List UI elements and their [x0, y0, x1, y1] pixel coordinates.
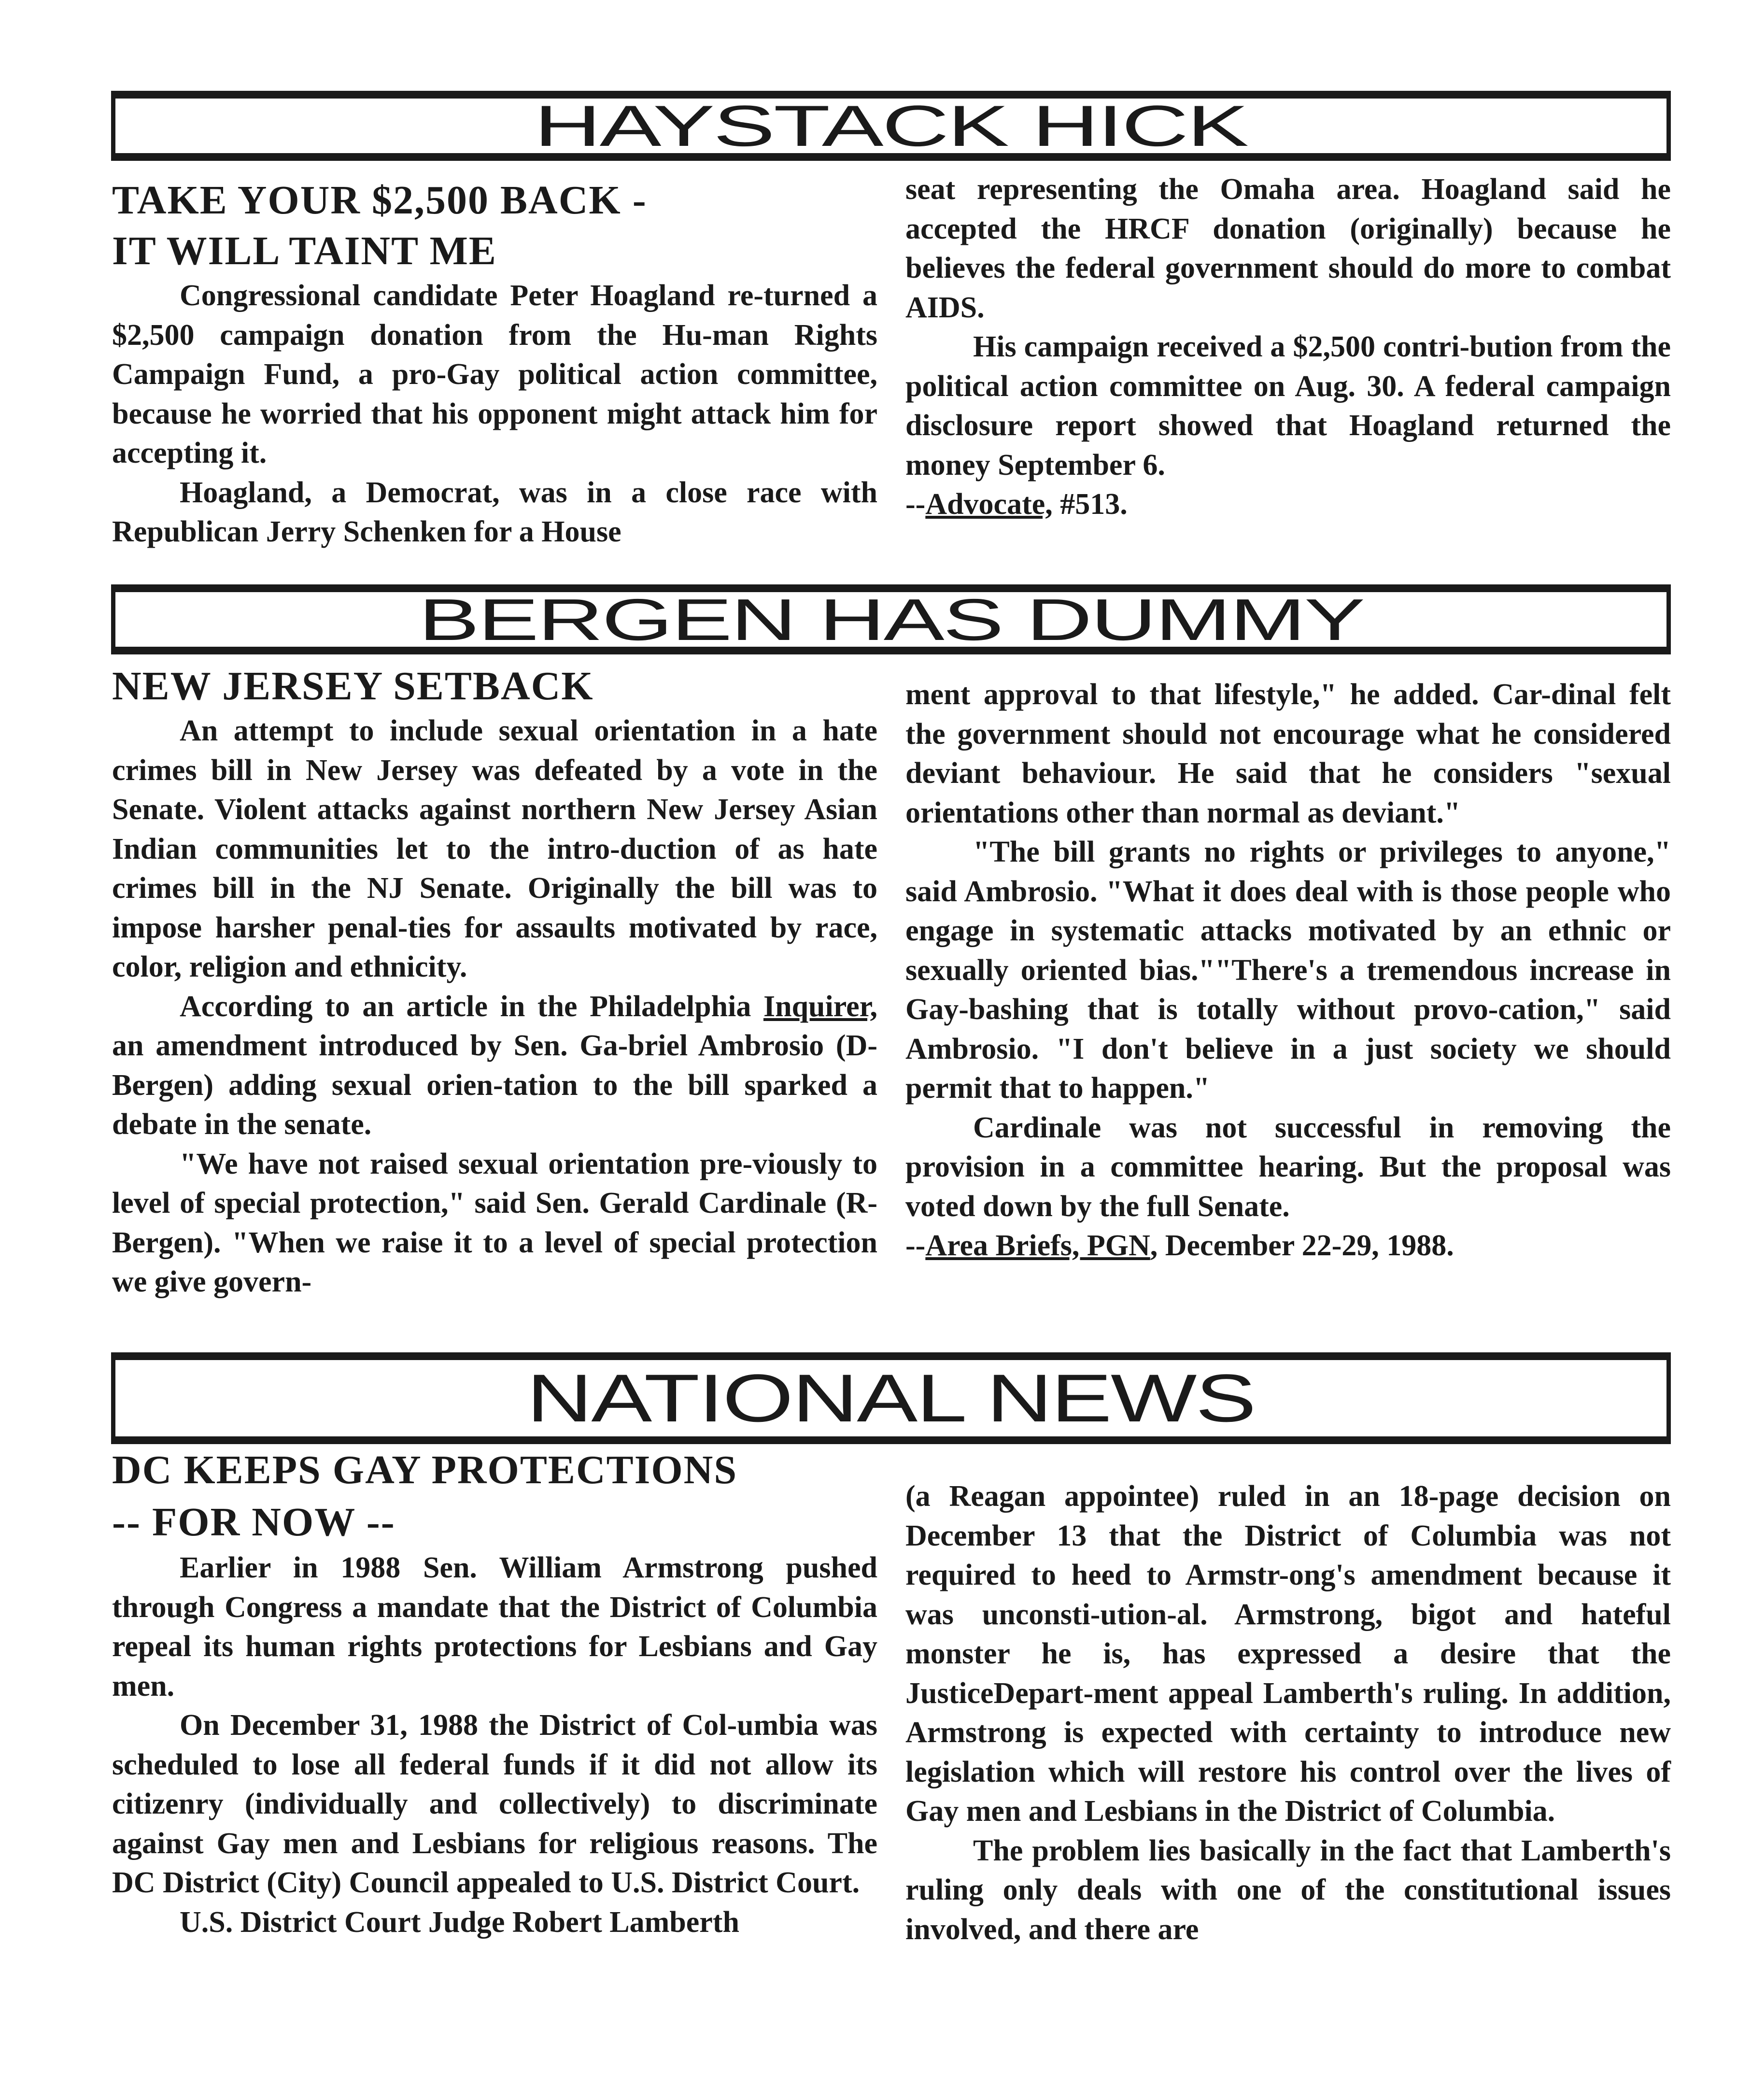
article-new-jersey-left-column — [112, 661, 877, 1302]
section-banner-national-news — [111, 1352, 1671, 1444]
source-suffix: , December 22-29, 1988. — [1150, 1229, 1454, 1262]
banner-title: HAYSTACK HICK — [534, 93, 1248, 158]
article-paragraph-continued: seat representing the Omaha area. Hoagland said he accepted the HRCF donation (originally) because he believes the federal government should do more to combat AIDS. — [905, 173, 1671, 324]
article-source-citation — [905, 485, 1671, 525]
section-banner-haystack-hick — [111, 91, 1671, 161]
article-paragraph: Congressional candidate Peter Hoagland re-turned a $2,500 campaign donation from the Hu-man Rights Campaign Fund, a pro-Gay political action committee, because he worried that his opponent might attack him for accepting it. — [112, 279, 877, 469]
article-paragraph: On December 31, 1988 the District of Col-umbia was scheduled to lose all federal funds if it did not allow its citizenry (individually and collectively) to discriminate against Gay men and Lesbians for religious reasons. The DC District (City) Council appealed to U.S. District Court. — [112, 1709, 877, 1899]
article-paragraph: "The bill grants no rights or privileges to anyone," said Ambrosio. "What it does deal with is those people who engage in systematic attacks motivated by an ethnic or sexually oriented bias.""There's a tremendous increase in Gay-bashing that is totally without provo-cation," said Ambrosio. "I don't believe in a just society we should permit that to happen." — [905, 836, 1671, 1105]
publication-name-underlined: Inquirer, — [763, 990, 877, 1023]
article-paragraph: Earlier in 1988 Sen. William Armstrong pushed through Congress a mandate that the District of Columbia repeal its human rights protections for Lesbians and Gay men. — [112, 1551, 877, 1703]
paragraph-text: According to an article in the Philadelphia — [180, 990, 763, 1023]
article-paragraph-continued: (a Reagan appointee) ruled in an 18-page decision on December 13 that the District of Columbia was not required to heed to Armstr-ong's amendment because it was unconsti-ution-al. Armstrong, bigot and hateful monster he is, has expressed a desire that the JusticeDepart-ment appeal Lamberth's ruling. In addition, Armstrong is expected with certainty to introduce new legislation which will restore his control over the lives of Gay men and Lesbians in the District of Columbia. — [905, 1480, 1671, 1828]
article-source-citation — [905, 1226, 1671, 1266]
article-paragraph: "We have not raised sexual orientation pre-viously to level of special protection," said Sen. Gerald Cardinale (R-Bergen). "When we raise it to a level of special protection we give govern- — [112, 1147, 877, 1298]
article-paragraph: An attempt to include sexual orientation in a hate crimes bill in New Jersey was defeated by a vote in the Senate. Violent attacks against northern New Jersey Asian Indian communities let to the intro-duction of as hate crimes bill in the NJ Senate. Originally the bill was to impose harsher penal-ties for assaults motivated by race, color, religion and ethnicity. — [112, 714, 877, 983]
article-paragraph: The problem lies basically in the fact that Lamberth's ruling only deals with one of the constitutional issues involved, and there are — [905, 1834, 1671, 1946]
article-hoagland-left-column — [112, 175, 877, 552]
paragraph-text: an amendment introduced by Sen. Ga-briel Ambrosio (D-Bergen) adding sexual orien-tation to the bill sparked a debate in the senate. — [112, 1029, 877, 1141]
article-paragraph: Hoagland, a Democrat, was in a close race with Republican Jerry Schenken for a House — [112, 476, 877, 548]
source-prefix: -- — [905, 1229, 926, 1262]
article-paragraph-continued: ment approval to that lifestyle," he added. Car-dinal felt the government should not encourage what he considered deviant behaviour. He said that he considers "sexual orientations other than normal as deviant." — [905, 678, 1671, 829]
article-paragraph — [112, 987, 877, 1145]
article-hoagland-right-column — [905, 170, 1671, 525]
article-paragraph: Cardinale was not successful in removing the provision in a committee hearing. But the proposal was voted down by the full Senate. — [905, 1111, 1671, 1223]
section-banner-bergen-has-dummy — [111, 584, 1671, 654]
source-suffix: #513. — [1052, 488, 1128, 521]
source-publication: Area Briefs, PGN — [925, 1229, 1150, 1262]
article-new-jersey-right-column — [905, 675, 1671, 1266]
headline-line-1: TAKE YOUR $2,500 BACK - — [112, 178, 647, 223]
article-headline — [112, 175, 877, 276]
headline-line-2: -- FOR NOW -- — [112, 1500, 395, 1545]
article-headline — [112, 1444, 877, 1548]
article-paragraph: U.S. District Court Judge Robert Lamberth — [180, 1905, 739, 1939]
source-publication: Advocate, — [925, 488, 1053, 521]
article-dc-right-column — [905, 1477, 1671, 1949]
headline-line-2: IT WILL TAINT ME — [112, 228, 497, 273]
article-dc-left-column — [112, 1444, 877, 1942]
headline-line-1: DC KEEPS GAY PROTECTIONS — [112, 1447, 738, 1492]
banner-title: NATIONAL NEWS — [526, 1360, 1256, 1436]
article-paragraph: His campaign received a $2,500 contri-bution from the political action committee on Aug. 30. A federal campaign disclosure report showed that Hoagland returned the money September 6. — [905, 330, 1671, 482]
source-prefix: -- — [905, 488, 926, 521]
article-headline: NEW JERSEY SETBACK — [112, 664, 594, 709]
banner-title: BERGEN HAS DUMMY — [418, 586, 1364, 653]
